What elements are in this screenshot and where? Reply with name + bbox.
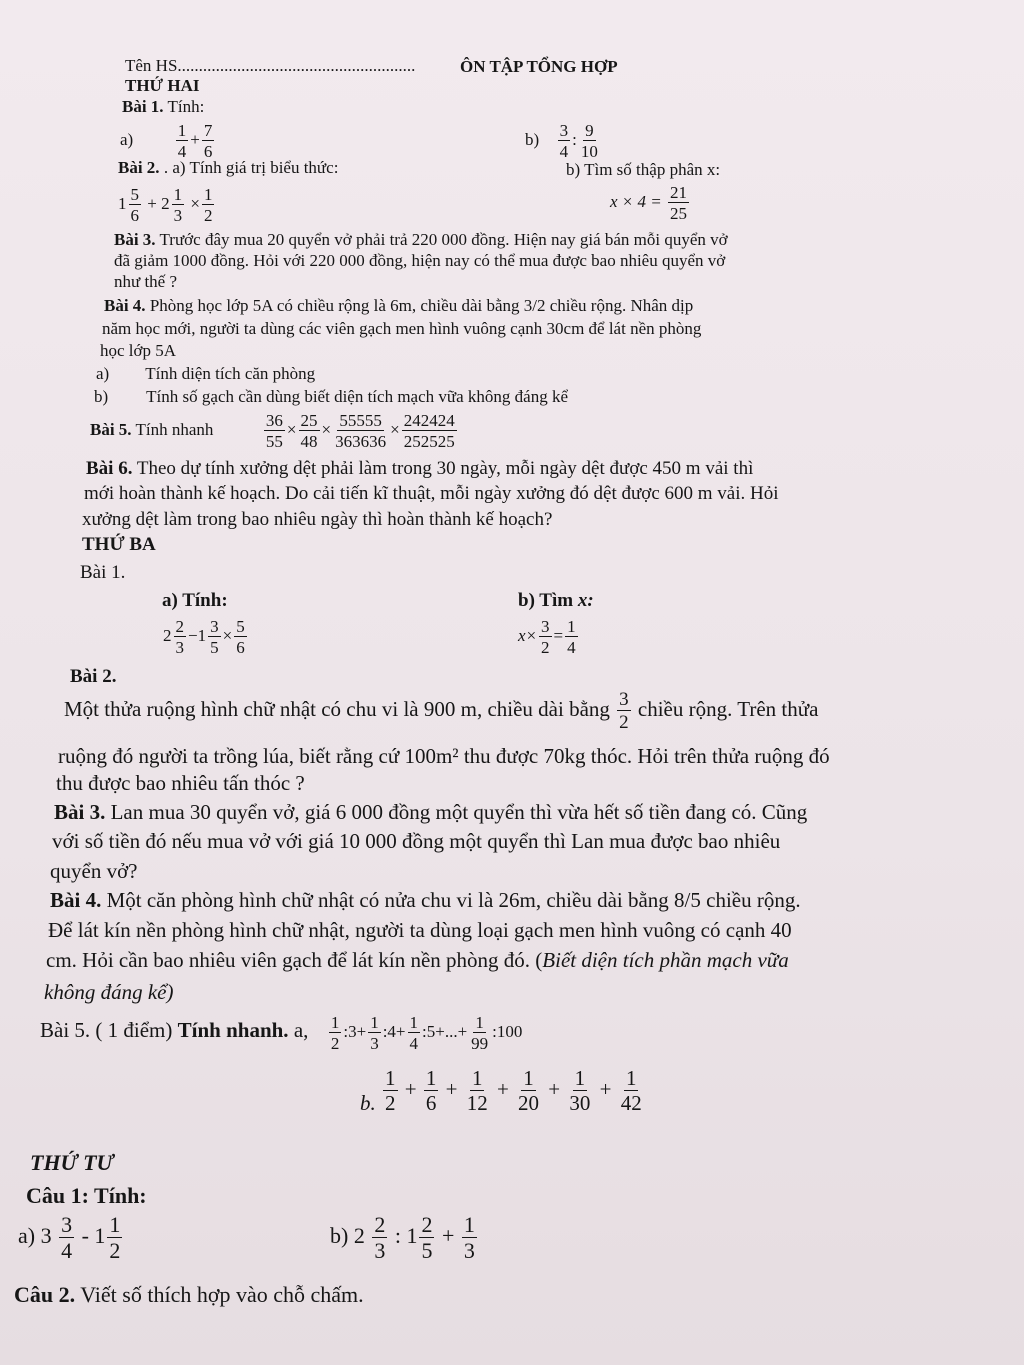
t-b4-line1: Bài 4. Một căn phòng hình chữ nhật có nửa chu vi là 26m, chiều dài bằng 8/5 chiều rộng. — [50, 888, 801, 912]
w-c1-title: Câu 1: Tính: — [26, 1183, 147, 1208]
t-b2-line2: ruộng đó người ta trồng lúa, biết rằng cứ 100m² thu được 70kg thóc. Hỏi trên thửa ruộng đó — [58, 744, 830, 768]
m-b3-line1: Bài 3. Trước đây mua 20 quyển vở phải trả 220 000 đồng. Hiện nay giá bán mỗi quyển vở — [114, 230, 728, 249]
m-b4-b: b) Tính số gạch cần dùng biết diện tích mạch vữa không đáng kể — [94, 387, 568, 406]
m-b2-title: Bài 2. . a) Tính giá trị biểu thức: — [118, 158, 339, 177]
m-b6-line1: Bài 6. Theo dự tính xưởng dệt phải làm trong 30 ngày, mỗi ngày dệt được 450 m vải thì — [86, 458, 754, 479]
wednesday-heading: THỨ TƯ — [30, 1150, 114, 1175]
m-b3-line3: như thế ? — [114, 272, 178, 291]
page-title: ÔN TẬP TỔNG HỢP — [460, 57, 618, 76]
m-b1-title: Bài 1. Tính: — [122, 97, 205, 116]
w-c2: Câu 2. Viết số thích hợp vào chỗ chấm. — [14, 1282, 364, 1307]
t-b1-a-label: a) Tính: — [162, 590, 228, 611]
t-b1-b-expr: x× $\frac{3}{2}$ = $\frac{1}{4}$ — [518, 617, 576, 657]
w-c1-b: b) 2 $\frac{2}{3}$ : 1 $\frac{2}{5}$ + $\frac{1}{3}$ — [330, 1212, 475, 1263]
t-b1-b-label: b) Tìm x: — [518, 590, 594, 611]
t-b4-line3: cm. Hỏi cần bao nhiêu viên gạch để lát kín nền phòng đó. (Biết diện tích phần mạch vữa — [46, 948, 789, 972]
m-b2-expression: 1 $\frac{5}{6}$ + 2 $\frac{1}{3}$ × $\frac{1}{2}$ — [118, 185, 213, 225]
tuesday-heading: THỨ BA — [82, 534, 156, 555]
m-b3-line2: đã giảm 1000 đồng. Hỏi với 220 000 đồng, hiện nay có thể mua được bao nhiêu quyển vở — [114, 251, 726, 270]
m-b4-line2: năm học mới, người ta dùng các viên gạch men hình vuông cạnh 30cm để lát nền phòng — [102, 319, 702, 338]
w-c1-a: a) 3 $\frac{3}{4}$ - 1 $\frac{1}{2}$ — [18, 1212, 121, 1263]
t-b4-line4: không đáng kể) — [44, 980, 174, 1004]
t-b3-line3: quyển vở? — [50, 859, 138, 883]
t-b3-line1: Bài 3. Lan mua 30 quyển vở, giá 6 000 đồng một quyển thì vừa hết số tiền đang có. Cũng — [54, 800, 808, 824]
m-b2-equation: x × 4 = $\frac{21}{25}$ — [610, 183, 687, 223]
t-b5-a: Bài 5. ( 1 điểm) Tính nhanh. a, $\frac{1}{2}$ :3+ $\frac{1}{3}$ :4+ $\frac{1}{4}$ :5+...+ $\frac{1}{99}$ :100 — [40, 1013, 523, 1053]
t-b2-line1: Một thửa ruộng hình chữ nhật có chu vi là 900 m, chiều dài bằng $\frac{3}{2}$ chiều rộng. Trên thửa — [64, 689, 819, 733]
t-b1-a-expr: 2 $\frac{2}{3}$ −1 $\frac{3}{5}$ × $\frac{5}{6}$ — [163, 617, 245, 657]
t-b3-line2: với số tiền đó nếu mua vở với giá 10 000 đồng một quyển thì Lan mua được bao nhiêu — [52, 829, 781, 853]
m-b4-a: a) Tính diện tích căn phòng — [96, 364, 316, 383]
t-b4-line2: Để lát kín nền phòng hình chữ nhật, người ta dùng loại gạch men hình vuông có cạnh 40 — [48, 918, 792, 942]
m-b4-line3: học lớp 5A — [100, 341, 177, 360]
monday-heading: THỨ HAI — [125, 76, 200, 95]
m-b5: Bài 5. Tính nhanh $\frac{36}{55}$ × $\frac{25}{48}$ × $\frac{55555}{363636}$ × $\frac{242424}{252525}$ — [90, 411, 455, 451]
m-b6-line2: mới hoàn thành kế hoạch. Do cải tiến kĩ thuật, mỗi ngày xưởng đó dệt được 600 m vải. Hỏi — [84, 483, 779, 504]
t-b2-title: Bài 2. — [70, 666, 117, 687]
m-b1-b: b) $\frac{3}{4}$ : $\frac{9}{10}$ — [525, 121, 598, 161]
t-b5-b: b. $\frac{1}{2}$ + $\frac{1}{6}$ + $\frac{1}{12}$ + $\frac{1}{20}$ + $\frac{1}{30}$ + $\frac{1}{42}$ — [360, 1066, 642, 1115]
t-b1-title: Bài 1. — [80, 562, 126, 583]
t-b2-line3: thu được bao nhiêu tấn thóc ? — [56, 771, 305, 795]
m-b4-line1: Bài 4. Phòng học lớp 5A có chiều rộng là 6m, chiều dài bằng 3/2 chiều rộng. Nhân dịp — [104, 296, 694, 315]
m-b1-a: a) $\frac{1}{4}$ + $\frac{7}{6}$ — [120, 121, 213, 161]
student-name-field: Tên HS........................................................ — [125, 56, 416, 75]
m-b6-line3: xưởng dệt làm trong bao nhiêu ngày thì hoàn thành kế hoạch? — [82, 509, 553, 530]
m-b2-right: b) Tìm số thập phân x: — [566, 160, 721, 179]
